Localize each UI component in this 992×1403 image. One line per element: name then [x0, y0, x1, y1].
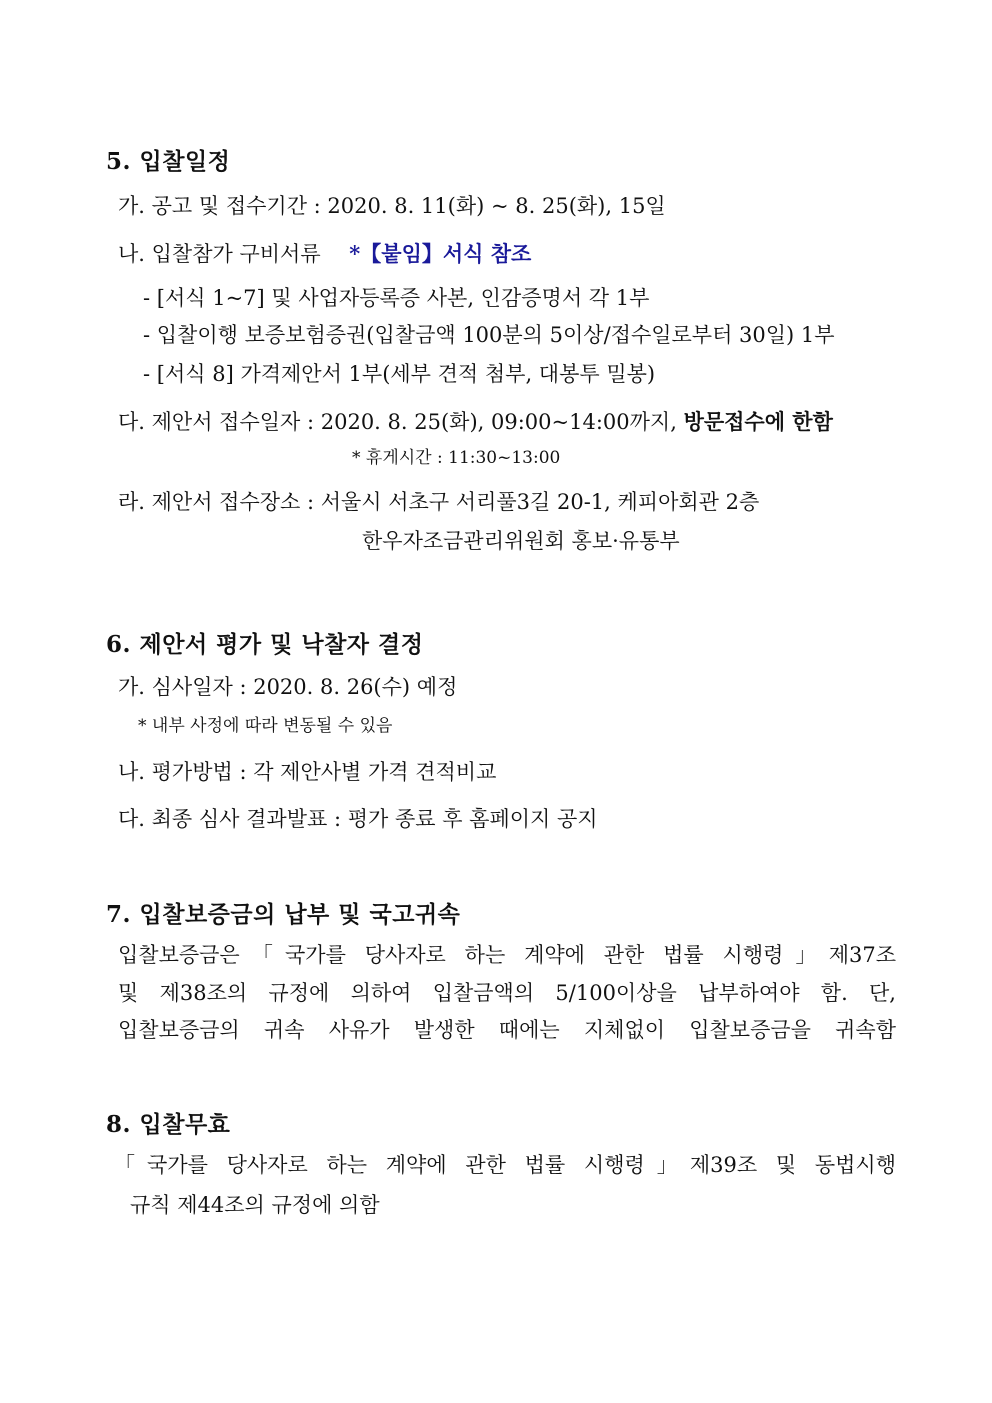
- s7-paragraph-line: 입찰보증금은「국가를 당사자로 하는 계약에 관한 법률 시행령」제37조: [118, 943, 896, 967]
- section-8-heading: 8. 입찰무효: [106, 1111, 231, 1138]
- section-6-heading: 6. 제안서 평가 및 낙찰자 결정: [106, 631, 424, 658]
- s5-submission-place-dept: 한우자조금관리위원회 홍보·유통부: [362, 529, 680, 553]
- s5-documents-label: 나. 입찰참가 구비서류: [118, 242, 321, 266]
- s5-documents-line: [118, 243, 531, 265]
- s5-submission-date-line: [118, 411, 833, 433]
- s6-review-date: 가. 심사일자 : 2020. 8. 26(수) 예정: [118, 675, 458, 699]
- s7-paragraph-line: 및 제38조의 규정에 의하여 입찰금액의 5/100이상을 납부하여야 함. 단,: [118, 981, 896, 1005]
- s6-result-announcement: 다. 최종 심사 결과발표 : 평가 종료 후 홈페이지 공지: [118, 807, 598, 831]
- s5-doc-item: - [서식 1~7] 및 사업자등록증 사본, 인감증명서 각 1부: [143, 286, 650, 310]
- s8-line: 규칙 제44조의 규정에 의함: [130, 1193, 380, 1217]
- s5-attachment-ref: *【붙임】서식 참조: [349, 241, 532, 266]
- s5-doc-item: - 입찰이행 보증보험증권(입찰금액 100분의 5이상/접수일로부터 30일) 1부: [143, 323, 835, 347]
- s6-evaluation-method: 나. 평가방법 : 각 제안사별 가격 견적비교: [118, 760, 497, 784]
- section-7-heading: 7. 입찰보증금의 납부 및 국고귀속: [106, 901, 461, 928]
- s5-doc-item: - [서식 8] 가격제안서 1부(세부 견적 첨부, 대봉투 밀봉): [143, 362, 656, 386]
- section-5-heading: 5. 입찰일정: [106, 148, 231, 175]
- s7-paragraph-line: 입찰보증금의 귀속 사유가 발생한 때에는 지체없이 입찰보증금을 귀속함: [118, 1018, 896, 1042]
- s5-period-line: 가. 공고 및 접수기간 : 2020. 8. 11(화) ~ 8. 25(화), 15일: [118, 194, 666, 218]
- s5-submission-place-line: 라. 제안서 접수장소 : 서울시 서초구 서리풀3길 20-1, 케피아회관 2층: [118, 490, 760, 514]
- s5-visit-only: 방문접수에 한함: [683, 409, 833, 434]
- s5-break-time-note: * 휴게시간 : 11:30~13:00: [352, 448, 561, 468]
- s5-submission-date: 다. 제안서 접수일자 : 2020. 8. 25(화), 09:00~14:00까지,: [118, 410, 677, 434]
- s8-line: 「국가를 당사자로 하는 계약에 관한 법률 시행령」제39조 및 동법시행: [114, 1153, 896, 1177]
- s6-review-note: * 내부 사정에 따라 변동될 수 있음: [138, 716, 393, 736]
